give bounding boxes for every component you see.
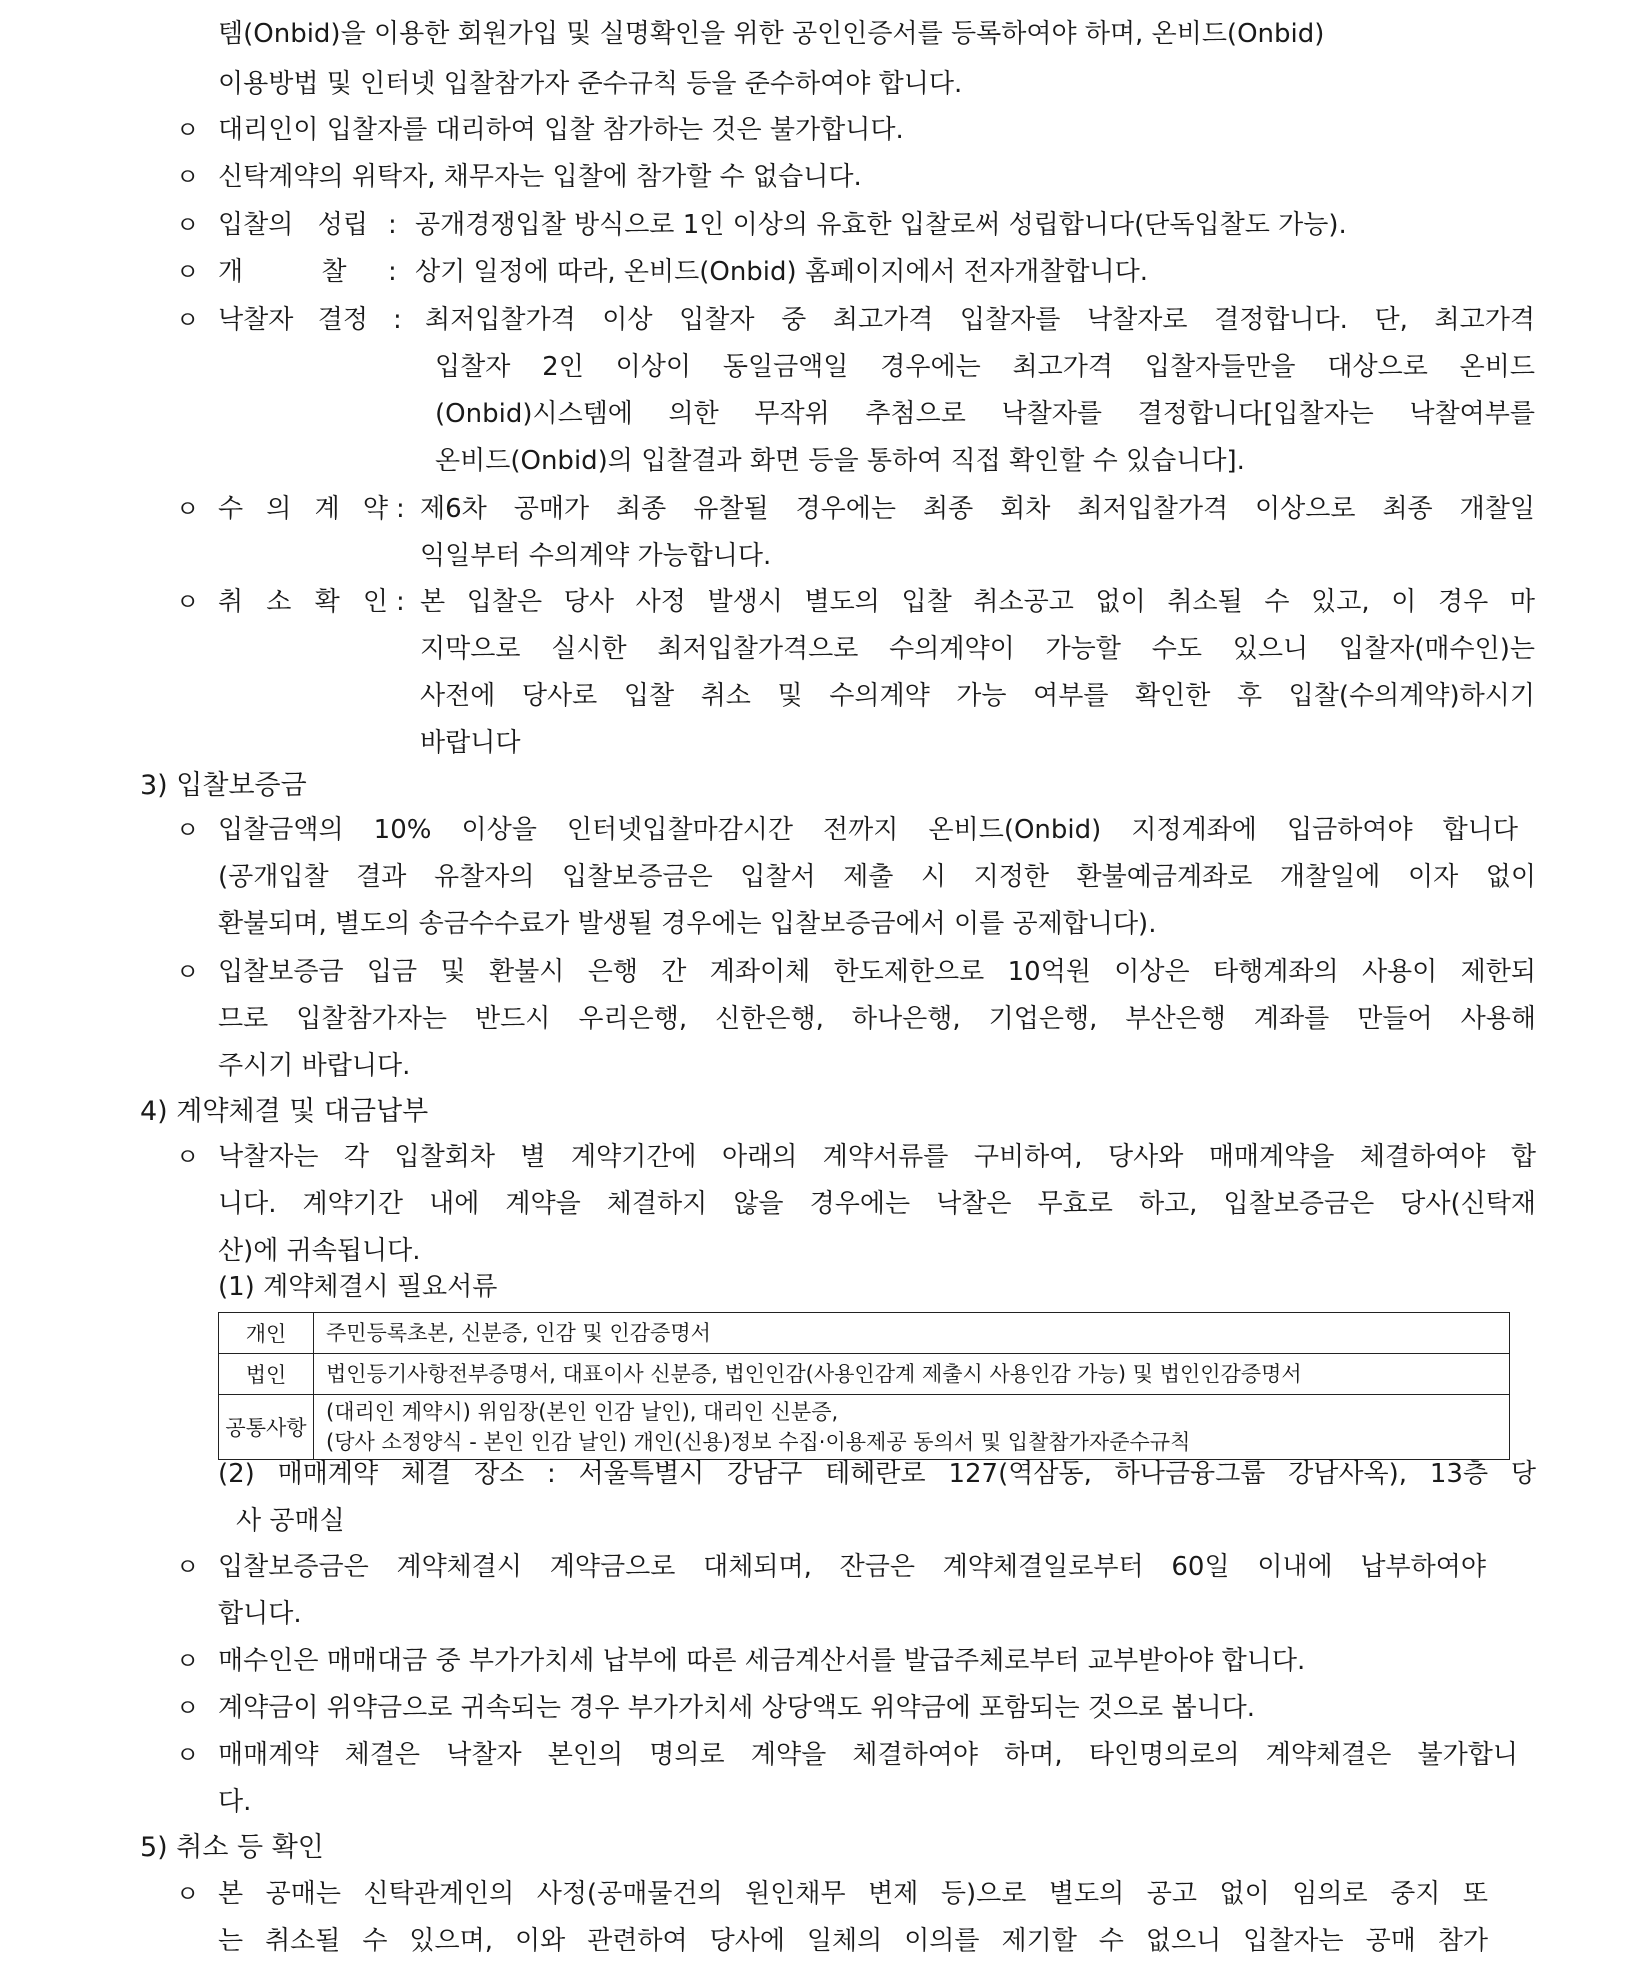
contract-place-line: (2) 매매계약 체결 장소 : 서울특별시 강남구 테헤란로 127(역삼동, 하나금융그룹 강남사옥), 13층 당 xyxy=(218,1459,1536,1489)
label-colon: : xyxy=(396,494,405,524)
label-colon: : xyxy=(388,257,397,287)
bullet-marker: ㅇ xyxy=(176,495,200,523)
bullet-marker: ㅇ xyxy=(176,1880,200,1908)
payment-line: 계약금이 위약금으로 귀속되는 경우 부가가치세 상당액도 위약금에 포함되는 것으로 봅니다. xyxy=(218,1693,1256,1723)
section-heading-cancellation: 5) 취소 등 확인 xyxy=(140,1832,324,1863)
deposit-line: 입찰보증금 입금 및 환불시 은행 간 계좌이체 한도제한으로 10억원 이상은 타행계좌의 사용이 제한되 xyxy=(218,957,1536,987)
payment-line: 다. xyxy=(218,1787,252,1817)
notice-line: 신탁계약의 위탁자, 채무자는 입찰에 참가할 수 없습니다. xyxy=(218,162,862,192)
notice-line: 대리인이 입찰자를 대리하여 입찰 참가하는 것은 불가합니다. xyxy=(218,115,904,145)
contract-line: 산)에 귀속됩니다. xyxy=(218,1236,421,1266)
deposit-line: 입찰금액의 10% 이상을 인터넷입찰마감시간 전까지 온비드(Onbid) 지정계좌에 입금하여야 합니다 xyxy=(218,815,1518,845)
bullet-marker: ㅇ xyxy=(176,1694,200,1722)
bullet-marker: ㅇ xyxy=(176,588,200,616)
item-text: 본 입찰은 당사 사정 발생시 별도의 입찰 취소공고 없이 취소될 수 있고, 이 경우 마 xyxy=(420,587,1535,617)
doc-list-cell: (대리인 계약시) 위임장(본인 인감 날인), 대리인 신분증, (당사 소정양식 - 본인 인감 날인) 개인(신용)정보 수집·이용제공 동의서 및 입찰참가자준수규칙 xyxy=(314,1395,1510,1460)
item-text: 상기 일정에 따라, 온비드(Onbid) 홈페이지에서 전자개찰합니다. xyxy=(415,257,1148,287)
table-row xyxy=(219,1395,1510,1460)
item-text: 최저입찰가격 이상 입찰자 중 최고가격 입찰자를 낙찰자로 결정합니다. 단, 최고가격 xyxy=(425,305,1535,335)
item-text: (Onbid)시스템에 의한 무작위 추첨으로 낙찰자를 결정합니다[입찰자는 낙찰여부를 xyxy=(435,399,1535,429)
item-text: 사전에 당사로 입찰 취소 및 수의계약 가능 여부를 확인한 후 입찰(수의계약)하시기 xyxy=(420,681,1535,711)
item-label-winner-decision: 낙찰자 결정 xyxy=(218,305,368,335)
doc-list-cell: 주민등록초본, 신분증, 인감 및 인감증명서 xyxy=(314,1313,1510,1354)
deposit-line: (공개입찰 결과 유찰자의 입찰보증금은 입찰서 제출 시 지정한 환불예금계좌로 개찰일에 이자 없이 xyxy=(218,862,1536,892)
deposit-line: 주시기 바랍니다. xyxy=(218,1051,411,1081)
item-label-cancellation-check: 취 소 확 인 xyxy=(218,587,388,617)
payment-line: 합니다. xyxy=(218,1599,302,1629)
bullet-marker: ㅇ xyxy=(176,211,200,239)
contract-place-line: 사 공매실 xyxy=(236,1506,345,1536)
item-text: 공개경쟁입찰 방식으로 1인 이상의 유효한 입찰로써 성립합니다(단독입찰도 가능). xyxy=(415,210,1347,240)
bullet-marker: ㅇ xyxy=(176,816,200,844)
intro-line: 이용방법 및 인터넷 입찰참가자 준수규칙 등을 준수하여야 합니다. xyxy=(218,69,963,99)
item-text: 바랍니다 xyxy=(420,728,521,758)
cancellation-line: 는 취소될 수 있으며, 이와 관련하여 당사에 일체의 이의를 제기할 수 없으니 입찰자는 공매 참가 xyxy=(218,1926,1488,1956)
item-text: 온비드(Onbid)의 입찰결과 화면 등을 통하여 직접 확인할 수 있습니다]. xyxy=(435,446,1245,476)
bullet-marker: ㅇ xyxy=(176,1553,200,1581)
bullet-marker: ㅇ xyxy=(176,1741,200,1769)
contract-line: 니다. 계약기간 내에 계약을 체결하지 않을 경우에는 낙찰은 무효로 하고, 입찰보증금은 당사(신탁재 xyxy=(218,1189,1536,1219)
item-label-private-contract: 수 의 계 약 xyxy=(218,494,388,524)
deposit-line: 환불되며, 별도의 송금수수료가 발생될 경우에는 입찰보증금에서 이를 공제합니다). xyxy=(218,909,1157,939)
item-text: 제6차 공매가 최종 유찰될 경우에는 최종 회차 최저입찰가격 이상으로 최종 개찰일 xyxy=(420,494,1535,524)
item-text: 익일부터 수의계약 가능합니다. xyxy=(420,541,772,571)
table-row xyxy=(219,1354,1510,1395)
payment-line: 매매계약 체결은 낙찰자 본인의 명의로 계약을 체결하여야 하며, 타인명의로의 계약체결은 불가합니 xyxy=(218,1740,1518,1770)
bullet-marker: ㅇ xyxy=(176,306,200,334)
cancellation-line: 본 공매는 신탁관계인의 사정(공매물건의 원인채무 변제 등)으로 별도의 공고 없이 임의로 중지 또 xyxy=(218,1879,1488,1909)
bullet-marker: ㅇ xyxy=(176,1647,200,1675)
bullet-marker: ㅇ xyxy=(176,116,200,144)
bullet-marker: ㅇ xyxy=(176,958,200,986)
item-text: 입찰자 2인 이상이 동일금액일 경우에는 최고가격 입찰자들만을 대상으로 온비드 xyxy=(435,352,1535,382)
contract-line: 낙찰자는 각 입찰회차 별 계약기간에 아래의 계약서류를 구비하여, 당사와 매매계약을 체결하여야 합 xyxy=(218,1142,1536,1172)
section-heading-contract-payment: 4) 계약체결 및 대금납부 xyxy=(140,1096,429,1127)
label-colon: : xyxy=(396,587,405,617)
intro-line: 템(Onbid)을 이용한 회원가입 및 실명확인을 위한 공인인증서를 등록하여야 하며, 온비드(Onbid) xyxy=(218,19,1325,49)
doc-type-cell: 공통사항 xyxy=(219,1395,314,1460)
doc-type-cell: 개인 xyxy=(219,1313,314,1354)
subheading-required-documents: (1) 계약체결시 필요서류 xyxy=(218,1272,498,1302)
required-documents-table xyxy=(218,1312,1510,1460)
doc-list-cell: 법인등기사항전부증명서, 대표이사 신분증, 법인인감(사용인감계 제출시 사용인감 가능) 및 법인인감증명서 xyxy=(314,1354,1510,1395)
doc-type-cell: 법인 xyxy=(219,1354,314,1395)
label-colon: : xyxy=(388,210,397,240)
payment-line: 매수인은 매매대금 중 부가가치세 납부에 따른 세금계산서를 발급주체로부터 교부받아야 합니다. xyxy=(218,1646,1306,1676)
bullet-marker: ㅇ xyxy=(176,258,200,286)
item-label-bid-formation: 입찰의 성립 xyxy=(218,210,368,240)
table-row xyxy=(219,1313,1510,1354)
label-colon: : xyxy=(393,305,402,335)
bullet-marker: ㅇ xyxy=(176,163,200,191)
item-label-bid-opening: 개 찰 xyxy=(218,257,347,287)
deposit-line: 므로 입찰참가자는 반드시 우리은행, 신한은행, 하나은행, 기업은행, 부산은행 계좌를 만들어 사용해 xyxy=(218,1004,1536,1034)
bullet-marker: ㅇ xyxy=(176,1143,200,1171)
item-text: 지막으로 실시한 최저입찰가격으로 수의계약이 가능할 수도 있으니 입찰자(매수인)는 xyxy=(420,634,1535,664)
section-heading-bid-deposit: 3) 입찰보증금 xyxy=(140,770,307,801)
payment-line: 입찰보증금은 계약체결시 계약금으로 대체되며, 잔금은 계약체결일로부터 60일 이내에 납부하여야 xyxy=(218,1552,1486,1582)
